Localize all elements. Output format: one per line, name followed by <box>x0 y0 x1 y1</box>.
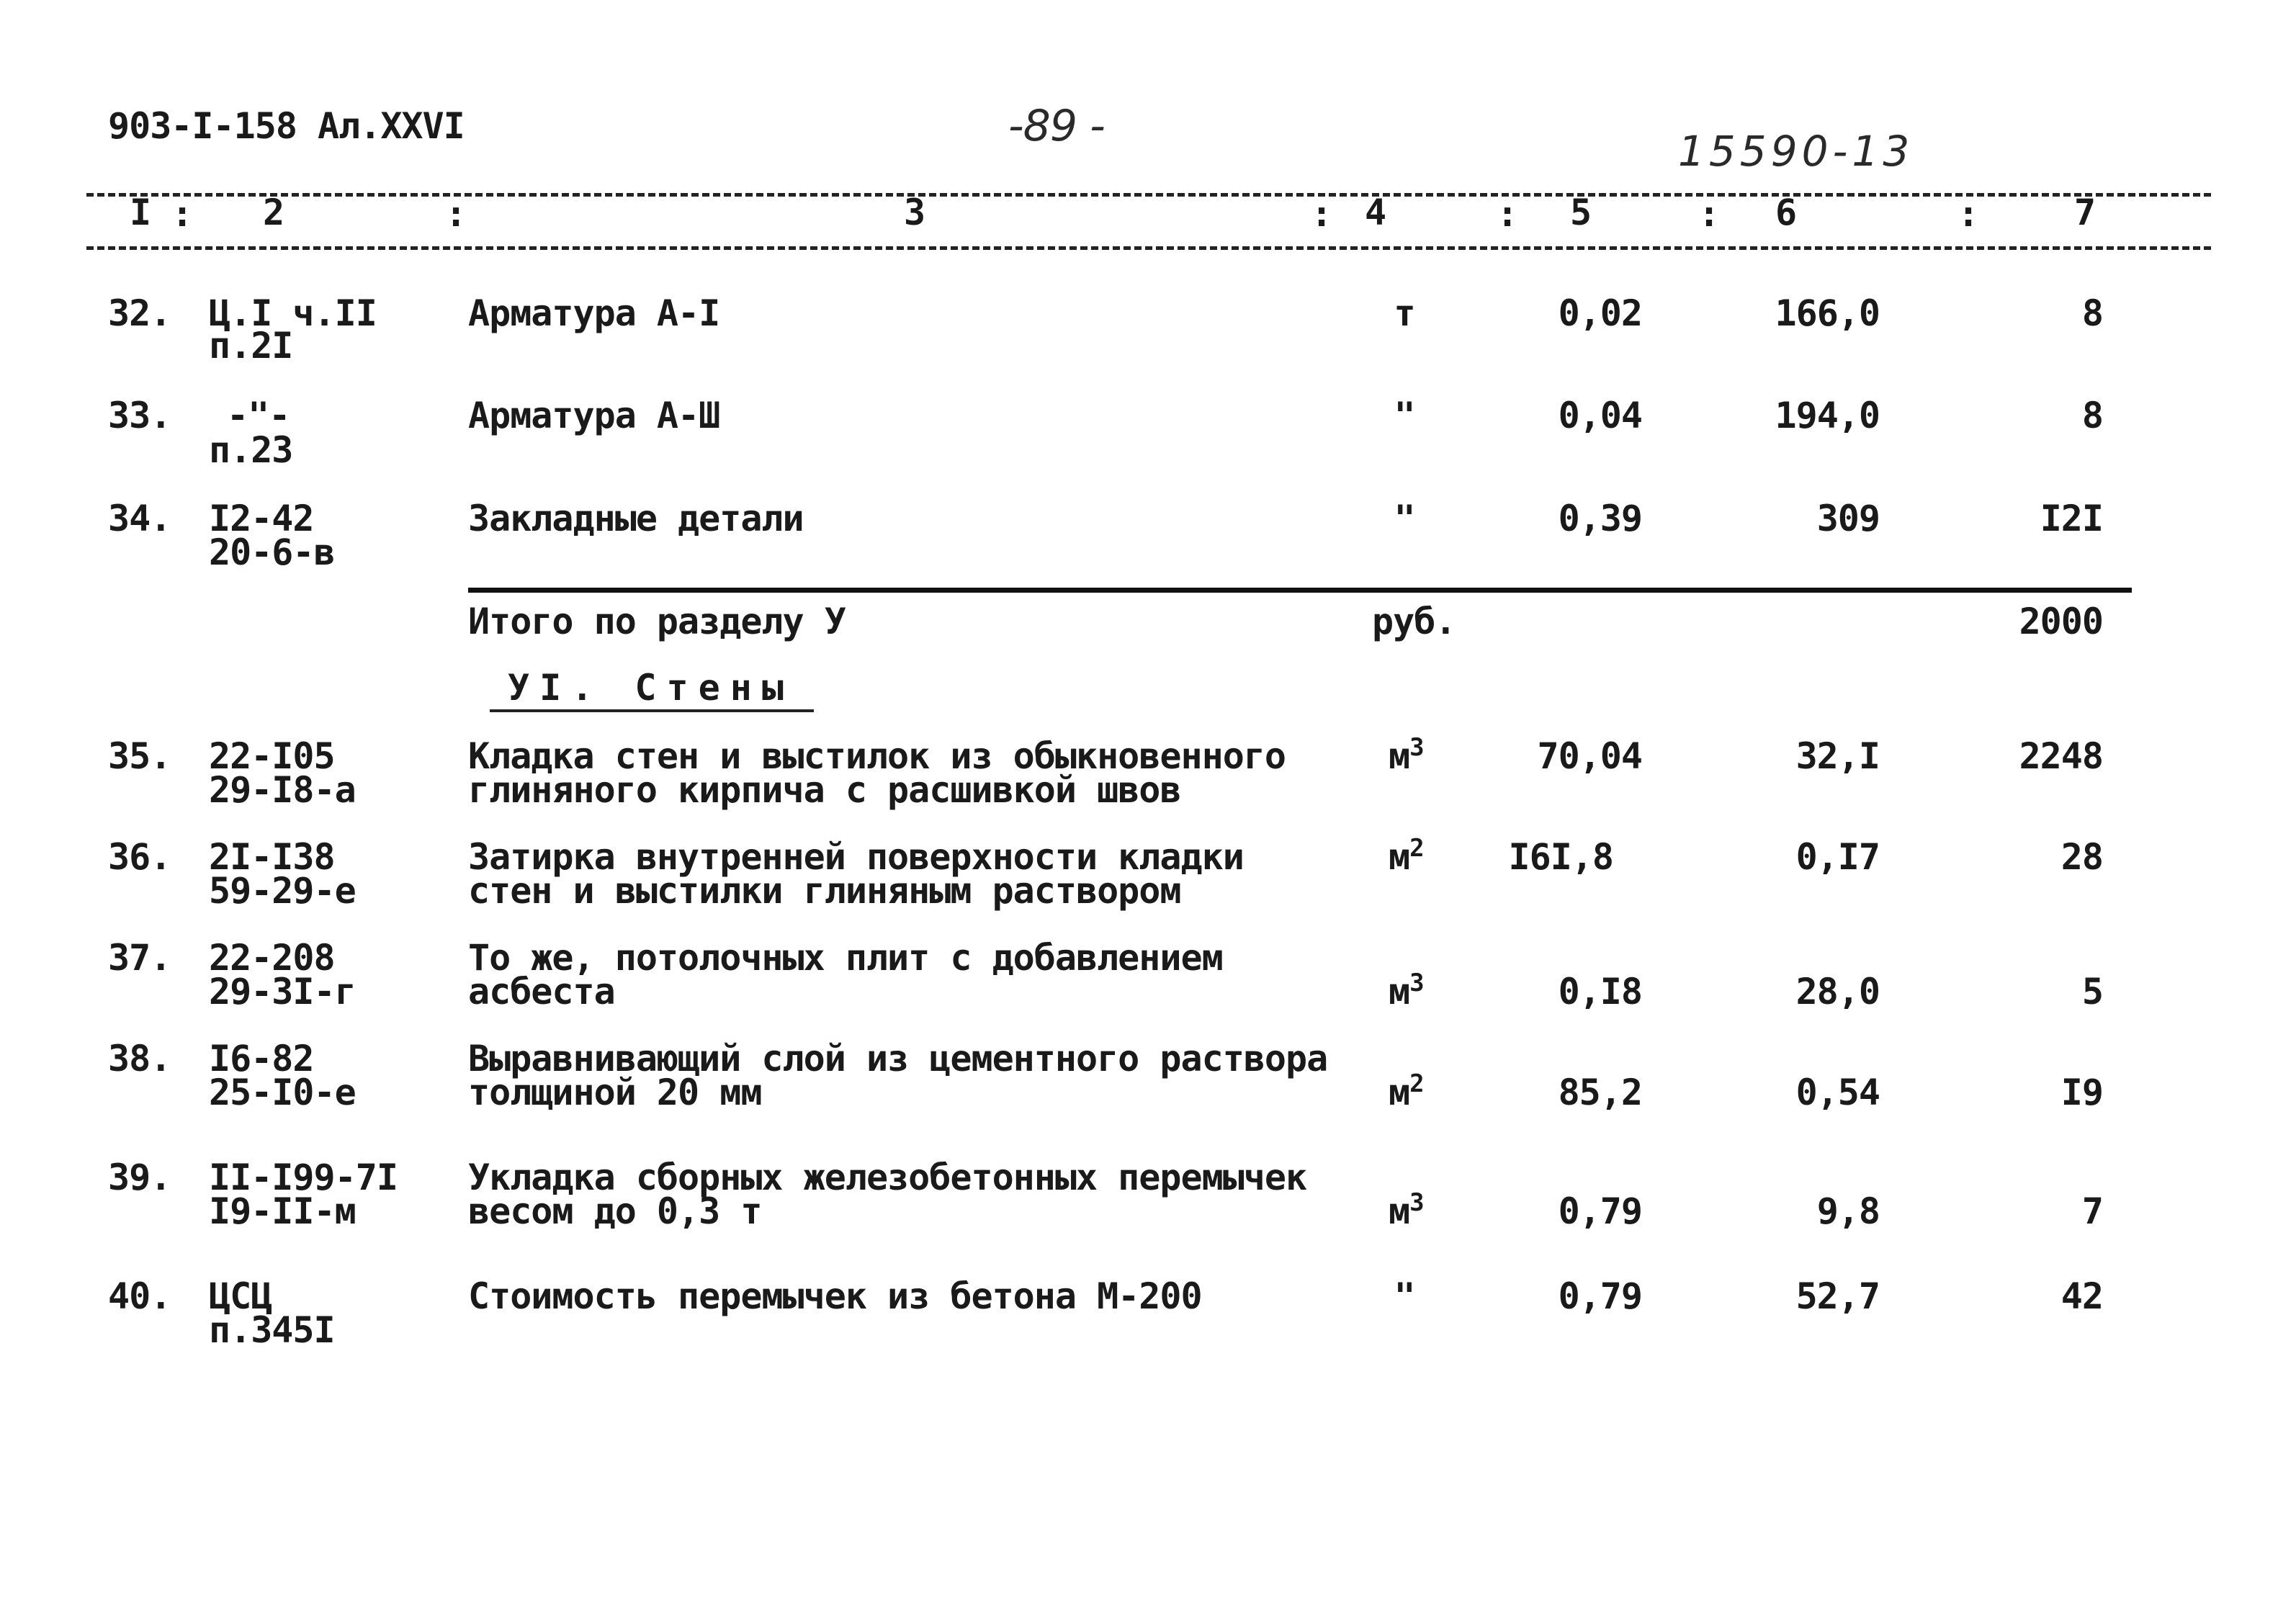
row-total: 2248 <box>2019 735 2103 777</box>
quantity: 0,39 <box>1558 498 1642 539</box>
norm-code-sub: 59-29-е <box>209 870 356 912</box>
column-header-2: 2 <box>263 192 284 233</box>
work-name: Затирка внутренней поверхности кладки <box>468 836 1244 878</box>
row-total: 8 <box>2081 395 2103 436</box>
norm-code-sub: п.345I <box>209 1309 335 1351</box>
section-title-underline <box>490 709 814 712</box>
norm-code: II-I99-7I <box>209 1157 398 1198</box>
unit: $м^3$ <box>1389 1188 1424 1232</box>
norm-code: ЦСЦ <box>209 1275 272 1317</box>
norm-code-sub: I9-II-м <box>209 1190 356 1232</box>
row-number: 35. <box>108 735 171 777</box>
work-name: Арматура А-I <box>468 292 720 334</box>
unit-price: 0,I7 <box>1795 836 1880 878</box>
handwritten-reference: 15590-13 <box>1678 127 1914 176</box>
work-name: Стоимость перемычек из бетона М-200 <box>468 1275 1202 1317</box>
row-total: 5 <box>2081 971 2103 1013</box>
row-total: 28 <box>2060 836 2103 878</box>
unit: $м^3$ <box>1389 733 1424 777</box>
column-header-5: 5 <box>1570 192 1592 233</box>
unit: $м^3$ <box>1389 969 1424 1013</box>
subtotal-rule <box>468 588 2132 593</box>
norm-code-sub: 29-I8-а <box>209 769 356 811</box>
column-separator: : <box>171 193 193 235</box>
header-bottom-rule <box>86 246 2211 250</box>
norm-code: 22-208 <box>209 937 335 979</box>
norm-code: 2I-I38 <box>209 836 335 878</box>
unit-price: 194,0 <box>1775 395 1880 436</box>
row-total: I2I <box>2040 498 2103 539</box>
work-name-cont: стен и выстилки глиняным раствором <box>468 870 1181 912</box>
row-number: 38. <box>108 1038 171 1079</box>
column-separator: : <box>1497 193 1518 235</box>
subtotal-label: Итого по разделу У <box>468 601 846 642</box>
row-number: 34. <box>108 498 171 539</box>
column-header-4: 4 <box>1365 192 1386 233</box>
row-number: 36. <box>108 836 171 878</box>
unit-price: 0,54 <box>1795 1072 1880 1113</box>
row-total: 42 <box>2060 1275 2103 1317</box>
column-header-3: 3 <box>904 192 925 233</box>
page-number: -89 - <box>1008 101 1105 151</box>
norm-code-sub: п.2I <box>209 325 293 367</box>
work-name-cont: асбеста <box>468 971 615 1013</box>
quantity: 85,2 <box>1558 1072 1642 1113</box>
document-code: 903-I-158 Ал.XXVI <box>108 105 465 147</box>
norm-code: I6-82 <box>209 1038 314 1079</box>
unit-price: 32,I <box>1795 735 1880 777</box>
row-total: 7 <box>2081 1190 2103 1232</box>
subtotal-unit: руб. <box>1372 601 1456 642</box>
quantity: 0,04 <box>1558 395 1642 436</box>
unit-price: 166,0 <box>1775 292 1880 334</box>
norm-code-sub: п.23 <box>209 429 293 471</box>
quantity: 0,79 <box>1558 1275 1642 1317</box>
norm-code: -"- <box>227 395 290 436</box>
norm-code-sub: 29-3I-г <box>209 971 356 1013</box>
subtotal-total: 2000 <box>2019 601 2103 642</box>
work-name: Закладные детали <box>468 498 804 539</box>
quantity: 0,79 <box>1558 1190 1642 1232</box>
work-name: Арматура А-Ш <box>468 395 720 436</box>
unit-price: 309 <box>1816 498 1880 539</box>
unit: т <box>1394 292 1415 334</box>
unit-price: 28,0 <box>1795 971 1880 1013</box>
quantity: 0,I8 <box>1558 971 1642 1013</box>
row-number: 37. <box>108 937 171 979</box>
work-name: Выравнивающий слой из цементного раствора <box>468 1038 1328 1079</box>
unit: " <box>1394 395 1415 436</box>
norm-code-sub: 25-I0-е <box>209 1072 356 1113</box>
quantity: I6I,8 <box>1508 836 1613 878</box>
unit-price: 52,7 <box>1795 1275 1880 1317</box>
column-separator: : <box>1958 193 1979 235</box>
work-name: Укладка сборных железобетонных перемычек <box>468 1157 1307 1198</box>
quantity: 0,02 <box>1558 292 1642 334</box>
norm-code: 22-I05 <box>209 735 335 777</box>
row-number: 32. <box>108 292 171 334</box>
work-name-cont: глиняного кирпича с расшивкой швов <box>468 769 1181 811</box>
column-header-6: 6 <box>1775 192 1797 233</box>
row-number: 39. <box>108 1157 171 1198</box>
unit: " <box>1394 498 1415 539</box>
column-header-1: I <box>130 192 151 233</box>
unit: $м^2$ <box>1389 834 1424 878</box>
work-name-cont: толщиной 20 мм <box>468 1072 762 1113</box>
column-separator: : <box>1311 193 1332 235</box>
column-header-7: 7 <box>2074 192 2096 233</box>
column-separator: : <box>1698 193 1720 235</box>
header-top-rule <box>86 193 2211 197</box>
quantity: 70,04 <box>1537 735 1642 777</box>
row-number: 33. <box>108 395 171 436</box>
section-title: УI. Стены <box>508 667 794 709</box>
row-number: 40. <box>108 1275 171 1317</box>
unit: $м^2$ <box>1389 1069 1424 1113</box>
row-total: 8 <box>2081 292 2103 334</box>
row-total: I9 <box>2060 1072 2103 1113</box>
norm-code: I2-42 <box>209 498 314 539</box>
work-name: То же, потолочных плит с добавлением <box>468 937 1223 979</box>
norm-code-sub: 20-6-в <box>209 531 335 573</box>
unit-price: 9,8 <box>1816 1190 1880 1232</box>
norm-code: Ц.I ч.II <box>209 292 377 334</box>
work-name-cont: весом до 0,3 т <box>468 1190 762 1232</box>
column-separator: : <box>445 193 467 235</box>
work-name: Кладка стен и выстилок из обыкновенного <box>468 735 1286 777</box>
unit: " <box>1394 1275 1415 1317</box>
